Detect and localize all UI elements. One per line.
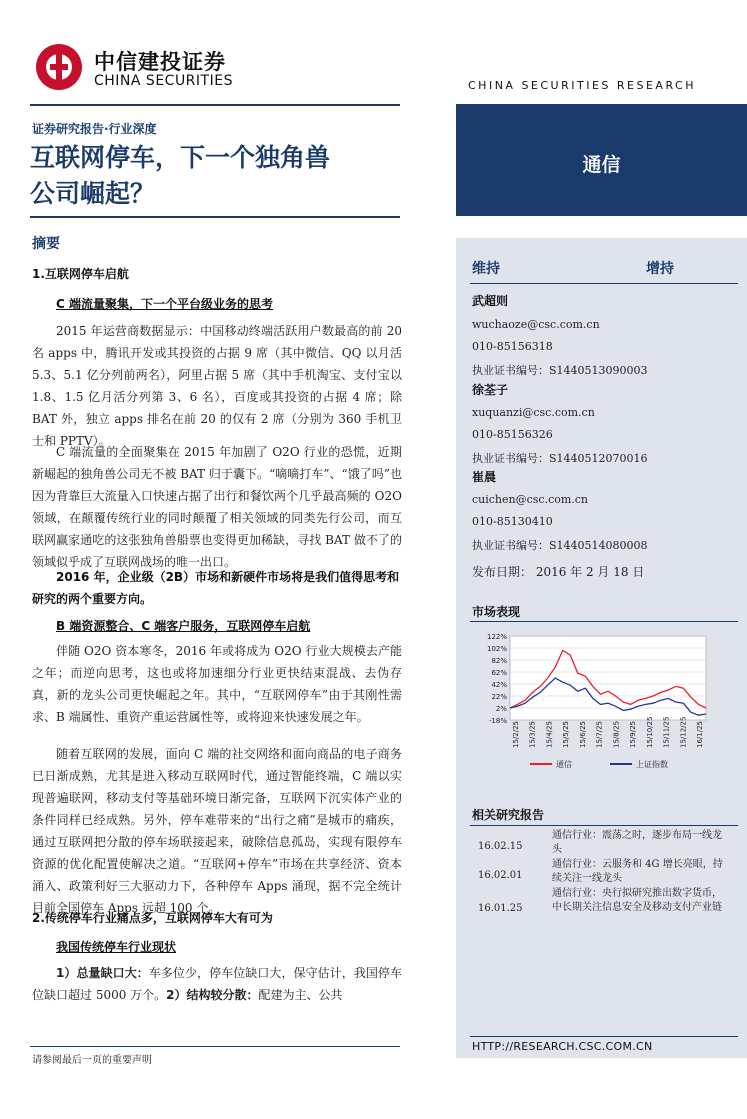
csc-logo-bar-v <box>56 50 62 84</box>
related-date: 16.02.01 <box>478 870 523 881</box>
chart-y-tick-label: 102% <box>486 645 507 653</box>
chart-x-tick-label: 15/9/25 <box>629 721 638 748</box>
chart-x-tick-label: 15/6/25 <box>578 721 587 748</box>
related-date: 16.02.15 <box>478 841 523 852</box>
market-performance-chart <box>470 628 738 778</box>
chart-x-tick-label: 15/11/25 <box>662 716 671 748</box>
related-divider <box>470 825 738 826</box>
analyst-email[interactable]: xuquanzi@csc.com.cn <box>472 406 595 419</box>
chart-x-tick-label: 15/2/25 <box>512 721 520 748</box>
p6-bold-2: 2）结构较分散： <box>166 988 259 1002</box>
paragraph-6 <box>32 962 402 1006</box>
report-title-line2: 公司崛起？ <box>30 179 156 208</box>
market-divider <box>470 621 738 622</box>
chart-x-tick-label: 15/3/25 <box>528 721 537 748</box>
p6-text-2: 配建为主、公共 <box>258 988 343 1002</box>
analyst-cert: 执业证书编号：S1440513090003 <box>472 364 648 377</box>
analyst-phone: 010-85130410 <box>472 515 553 528</box>
related-heading: 相关研究报告 <box>472 808 545 822</box>
analyst-name: 徐荃子 <box>472 383 509 397</box>
analyst-phone: 010-85156318 <box>472 340 553 353</box>
report-title <box>30 140 430 212</box>
chart-x-tick-label: 15/4/25 <box>545 721 554 748</box>
related-title[interactable]: 通信行业：云服务和 4G 增长亮眼，持续关注一线龙头 <box>552 859 723 884</box>
related-title[interactable]: 通信行业：央行拟研究推出数字货币，中长期关注信息安全及移动支付产业链 <box>552 888 722 913</box>
section1-subtitle2: B 端资源整合、C 端客户服务，互联网停车启航 <box>56 619 311 633</box>
sector-label: 通信 <box>582 154 621 176</box>
paragraph-1: 2015 年运营商数据显示：中国移动终端活跃用户数最高的前 20 名 apps 中，腾讯开发或其投资的占据 9 席（其中微信、QQ 以月活 5.3、5.1 亿分列前两名），阿里占据 5 席（其中手机淘宝、支付宝以 1.8、1.5 亿月活分列第 3、6 名），百度或其投资的占据 4 席；除 BAT 外，独立 apps 排名在前 20 的仅有 2 席（分别为 360 手机卫士和 PPTV）。 <box>32 324 402 448</box>
analyst-cert: 执业证书编号：S1440514080008 <box>472 539 648 552</box>
chart-y-tick-label: -18% <box>488 717 507 725</box>
footer-divider <box>30 1046 400 1047</box>
chart-y-tick-label: 22% <box>491 693 507 701</box>
paragraph-3-bold: 2016 年，企业级（2B）市场和新硬件市场将是我们值得思考和研究的两个重要方向。 <box>32 570 400 606</box>
section2-subtitle1: 我国传统停车行业现状 <box>56 940 177 954</box>
chart-x-tick-label: 15/8/25 <box>612 721 621 748</box>
analyst-name: 崔晨 <box>472 470 497 484</box>
related-date: 16.01.25 <box>478 903 523 914</box>
chart-x-tick-label: 15/12/25 <box>679 716 688 748</box>
chart-legend-label: 通信 <box>556 760 572 769</box>
chart-plot-area <box>510 636 706 720</box>
chart-legend-label: 上证指数 <box>636 760 668 769</box>
paragraph-2: C 端流量的全面聚集在 2015 年加剧了 O2O 行业的恐慌，近期新崛起的独角兽公司无不被 BAT 归于囊下。“嘀嘀打车”、“饿了吗”也因为背靠巨大流量入口快速占据了出行和餐饮两个几乎最高频的 O2O 领域，在颠覆传统行业的同时颠覆了相关领域的同类先行公司，而互联网赢家通吃的这张独角兽船票也变得更加稀缺，寻找 BAT 做不了的领域似乎成了互联网战场的唯一出口。 <box>32 445 402 569</box>
analyst-phone: 010-85156326 <box>472 428 553 441</box>
p6-bold-1: 1）总量缺口大： <box>56 966 149 980</box>
section1-subtitle1: C 端流量聚集，下一个平台级业务的思考 <box>56 297 273 311</box>
footer-disclaimer: 请参阅最后一页的重要声明 <box>32 1055 152 1066</box>
market-heading: 市场表现 <box>472 605 521 619</box>
chart-y-tick-label: 122% <box>486 633 507 641</box>
website-link[interactable]: HTTP://RESEARCH.CSC.COM.CN <box>472 1040 653 1053</box>
chart-x-tick-label: 15/10/25 <box>645 716 654 748</box>
chart-y-tick-label: 2% <box>495 705 507 713</box>
p6-text-1: 车多位少，停车位缺口大，保守估计，我国停车位缺口超过 5000 万个。 <box>32 966 402 1002</box>
report-type: 证券研究报告·行业深度 <box>32 122 157 136</box>
rating-value: 增持 <box>646 261 674 277</box>
publish-date: 发布日期： 2016 年 2 月 18 日 <box>472 565 645 579</box>
chart-x-tick-label: 16/1/25 <box>696 721 704 748</box>
top-divider <box>30 104 400 106</box>
analyst-email[interactable]: wuchaoze@csc.com.cn <box>472 318 600 331</box>
analyst-email[interactable]: cuichen@csc.com.cn <box>472 493 589 506</box>
logo-cn-text: 中信建投证券 <box>94 50 226 74</box>
related-title[interactable]: 通信行业：震荡之时，逐步布局一线龙头 <box>552 830 722 855</box>
rating-label: 维持 <box>472 261 500 277</box>
chart-x-tick-label: 15/5/25 <box>562 721 571 748</box>
chart-y-tick-label: 82% <box>491 657 507 665</box>
chart-y-tick-label: 42% <box>491 681 507 689</box>
paragraph-4: 伴随 O2O 资本寒冬，2016 年或将成为 O2O 行业大规模去产能之年；而逆向思考，这也或将加速细分行业更快结束混战、去伪存真，新的龙头公司更快崛起之年。其中，“互联网停车”由于其刚性需求、B 端属性、重资产重运营属性等，或将迎来快速发展之年。 <box>32 644 402 724</box>
analyst-name: 武超则 <box>472 294 509 308</box>
chart-y-tick-label: 62% <box>491 669 507 677</box>
url-divider <box>470 1036 738 1037</box>
logo-en-text: CHINA SECURITIES <box>94 73 233 89</box>
report-title-line1: 互联网停车，下一个独角兽 <box>30 143 331 172</box>
paragraph-5: 随着互联网的发展，面向 C 端的社交网络和面向商品的电子商务已日渐成熟，尤其是进入移动互联网时代，通过智能终端，C 端以实现普遍联网，移动支付等基础环境日渐完备，互联网下沉实体产业的条件同样已经成熟。另外，停车难带来的“出行之痛”是城市的痛疾，通过互联网把分散的停车场联接起来，破除信息孤岛，实现有限停车资源的优化配置使解决之道。“互联网+停车”市场在共享经济、资本涌入、政策利好三大驱动力下，各种停车 Apps 涌现，据不完全统计目前全国停车 Apps 远超 100 个。 <box>32 747 402 915</box>
analyst-cert: 执业证书编号：S1440512070016 <box>472 452 648 465</box>
section1-title: 1.互联网停车启航 <box>32 267 129 281</box>
chart-x-tick-label: 15/7/25 <box>595 721 604 748</box>
rating-divider <box>470 283 738 284</box>
research-label: CHINA SECURITIES RESEARCH <box>468 79 696 92</box>
abstract-heading: 摘要 <box>32 236 60 252</box>
title-divider <box>30 216 400 218</box>
section2-title: 2.传统停车行业痛点多，互联网停车大有可为 <box>32 911 273 925</box>
